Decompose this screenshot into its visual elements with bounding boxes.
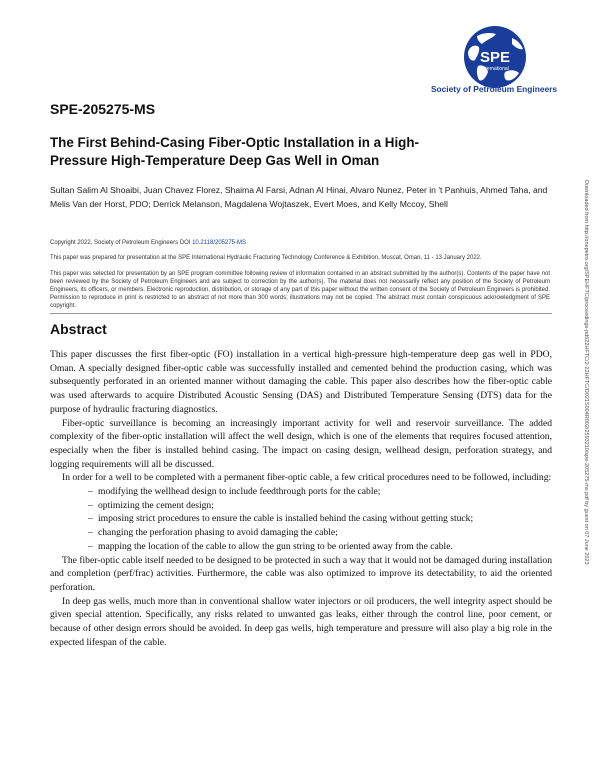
- doi-link[interactable]: 10.2118/205275-MS: [192, 240, 247, 246]
- list-item: – modifying the wellhead design to include feedthrough ports for the cable;: [50, 485, 552, 499]
- logo-sub-text: International: [481, 66, 509, 72]
- copyright-text: Copyright 2022, Society of Petroleum Engineers DOI: [50, 240, 193, 246]
- abstract-body: [50, 348, 552, 649]
- presentation-note: This paper was prepared for presentation at the SPE International Hydraulic Fracturing Technology Conference & Exhibition, Muscat, Oman, 11 - 13 January 2022.: [50, 255, 482, 261]
- abstract-paragraph: This paper discusses the first fiber-optic (FO) installation in a vertical high-pressure high-temperature deep gas well in PDO, Oman. A specially designed fiber-optic cable was successfully installed and cemented behind the production casing, which was subsequently perforated in an oriented manner without damaging the cable. This paper also describes how the fiber-optic cable was used afterwards to acquire Distributed Acoustic Sensing (DAS) and Distributed Temperature Sensing (DTS) data for the purpose of hydraulic fracturing diagnostics.: [50, 349, 552, 415]
- paper-title: The First Behind-Casing Fiber-Optic Installation in a High-Pressure High-Temperature Deep Gas Well in Oman: [50, 135, 420, 168]
- abstract-paragraph: In deep gas wells, much more than in conventional shallow water injectors or oil producers, the well integrity aspect should be given special attention. Specifically, any risks related to unwanted gas leaks, either through the control line, poor cement, or because of other design errors should be avoided. In deep gas wells, high temperature and pressure will also play a big role in the expected lifespan of the cable.: [50, 595, 552, 648]
- abstract-heading: Abstract: [50, 321, 107, 337]
- paper-id: SPE-205275-MS: [50, 101, 156, 117]
- download-watermark: [581, 180, 590, 612]
- abstract-paragraph: The fiber-optic cable itself needed to be designed to be protected in such a way that it would not be damaged during installation and completion (perf/frac) activities. Furthermore, the cable was also optimized to improve its detectability, to aid the oriented perforation.: [50, 554, 553, 593]
- list-item: – mapping the location of the cable to allow the gun string to be oriented away from the cable.: [50, 540, 552, 554]
- list-item: – imposing strict procedures to ensure the cable is installed behind the casing without getting stuck;: [50, 512, 552, 526]
- society-name: Society of Petroleum Engineers: [430, 84, 558, 94]
- selection-note: This paper was selected for presentation by an SPE program committee following review of information contained in an abstract submitted by the author(s). Contents of the paper have not been reviewed by the Society of Petroleum Engineers and are subject to correction by the author(s). The material does not necessarily reflect any position of the Society of Petroleum Engineers, its officers, or members. Electronic reproduction, distribution, or storage of any part of this paper without the written consent of the Society of Petroleum Engineers is prohibited. Permission to reproduce in print is restricted to an abstract of not more than 300 words; illustrations may not be copied. The abstract must contain conspicuous acknowledgment of SPE copyright.: [50, 271, 550, 309]
- logo-text: SPE: [479, 49, 511, 66]
- abstract-paragraph: Fiber-optic surveillance is becoming an increasingly important activity for well and reservoir surveillance. The added complexity of the fiber-optic installation will affect the well design, which is one of the elements that requires focused attention, especially when the fiber is installed behind casing. The impact on casing design, wellhead design, perforation strategy, and logging requirements will all be discussed.: [50, 417, 552, 470]
- list-item: – optimizing the cement design;: [50, 499, 552, 513]
- download-note-text: Downloaded from http://onepetro.org/SPEHFTC/proceedings-pdf/22HFTC/2-22HFTC/D021S004R002/2593210/spe-205275-ms.pdf by guest on 07 June 2023: [583, 180, 589, 565]
- abstract-paragraph: In order for a well to be completed with a permanent fiber-optic cable, a few critical procedures need to be followed, including:: [62, 472, 552, 484]
- divider: [50, 313, 552, 314]
- authors: Sultan Salim Al Shoaibi, Juan Chavez Florez, Shaima Al Farsi, Adnan Al Hinai, Alvaro Nunez, Peter in 't Panhuis, Ahmed Taha, and Melis Van der Horst, PDO; Derrick Melanson, Magdalena Wojtaszek, Evert Moes, and Kelly Mccoy, Shell: [50, 185, 548, 209]
- procedure-list: [50, 485, 552, 554]
- copyright: [50, 239, 550, 247]
- list-item: – changing the perforation phasing to avoid damaging the cable;: [50, 526, 552, 540]
